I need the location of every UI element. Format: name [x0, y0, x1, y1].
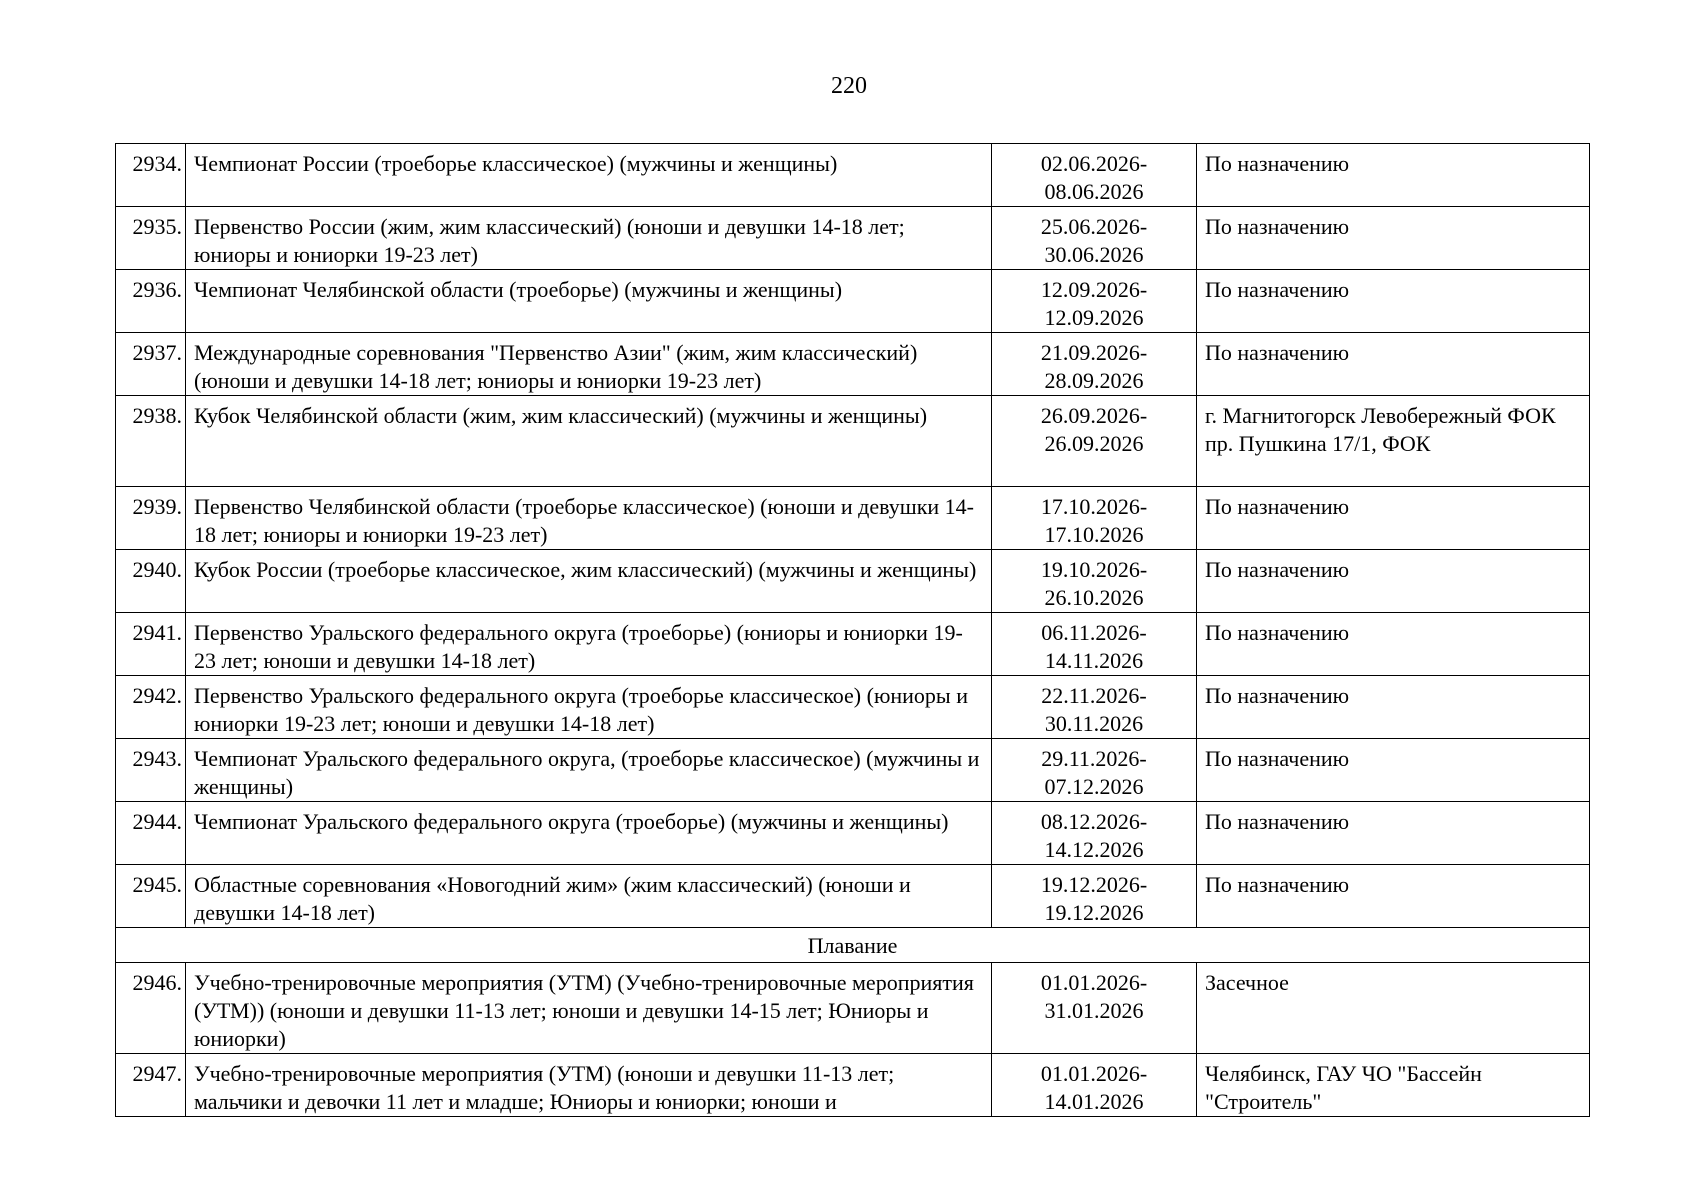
event-place: По назначению: [1197, 613, 1590, 676]
event-name: Международные соревнования "Первенство Азии" (жим, жим классический) (юноши и девушки 14-18 лет; юниоры и юниорки 19-23 лет): [186, 333, 992, 396]
table-row: [116, 676, 1590, 739]
event-place: По назначению: [1197, 739, 1590, 802]
event-dates: [992, 739, 1197, 802]
event-place: По назначению: [1197, 802, 1590, 865]
event-place: По назначению: [1197, 270, 1590, 333]
row-number: 2946.: [116, 963, 186, 1054]
date-to: 19.12.2026: [1044, 900, 1144, 925]
event-name: Первенство Челябинской области (троеборье классическое) (юноши и девушки 14-18 лет; юниоры и юниорки 19-23 лет): [186, 487, 992, 550]
date-from: 22.11.2026-: [1041, 683, 1147, 708]
date-from: 25.06.2026-: [1040, 214, 1148, 239]
table-row: [116, 613, 1590, 676]
row-number: 2935.: [116, 207, 186, 270]
row-number: 2938.: [116, 396, 186, 487]
row-number: 2943.: [116, 739, 186, 802]
row-number: 2939.: [116, 487, 186, 550]
table-row: [116, 333, 1590, 396]
row-number: 2936.: [116, 270, 186, 333]
event-place: Челябинск, ГАУ ЧО "Бассейн "Строитель": [1197, 1054, 1590, 1117]
date-to: 14.01.2026: [1044, 1089, 1144, 1114]
row-number: 2942.: [116, 676, 186, 739]
table-row: [116, 550, 1590, 613]
table-row: [116, 963, 1590, 1054]
date-to: 30.11.2026: [1044, 711, 1144, 736]
table-row: [116, 1054, 1590, 1117]
date-to: 30.06.2026: [1044, 242, 1144, 267]
date-from: 01.01.2026-: [1040, 970, 1148, 995]
event-place: По назначению: [1197, 550, 1590, 613]
event-name: Чемпионат Уральского федерального округа (троеборье) (мужчины и женщины): [186, 802, 992, 865]
section-row: [116, 928, 1590, 963]
table-row: [116, 270, 1590, 333]
event-dates: [992, 1054, 1197, 1117]
event-name: Кубок Челябинской области (жим, жим классический) (мужчины и женщины): [186, 396, 992, 487]
event-dates: [992, 270, 1197, 333]
date-to: 26.09.2026: [1044, 431, 1144, 456]
date-from: 26.09.2026-: [1040, 403, 1148, 428]
event-name: Первенство Уральского федерального округа (троеборье) (юниоры и юниорки 19-23 лет; юноши и девушки 14-18 лет): [186, 613, 992, 676]
table-row: [116, 396, 1590, 487]
event-dates: [992, 487, 1197, 550]
date-from: 02.06.2026-: [1040, 151, 1148, 176]
event-name: Учебно-тренировочные мероприятия (УТМ) (юноши и девушки 11-13 лет; мальчики и девочки 11 лет и младше; Юниоры и юниорки; юноши и: [186, 1054, 992, 1117]
events-table: [115, 143, 1590, 1117]
event-place: г. Магнитогорск Левобережный ФОК пр. Пушкина 17/1, ФОК: [1197, 396, 1590, 487]
date-to: 17.10.2026: [1044, 522, 1144, 547]
row-number: 2941.: [116, 613, 186, 676]
event-dates: [992, 333, 1197, 396]
date-to: 14.11.2026: [1044, 648, 1144, 673]
date-from: 06.11.2026-: [1041, 620, 1147, 645]
date-to: 07.12.2026: [1044, 774, 1144, 799]
event-name: Чемпионат России (троеборье классическое) (мужчины и женщины): [186, 144, 992, 207]
event-dates: [992, 963, 1197, 1054]
event-name: Областные соревнования «Новогодний жим» (жим классический) (юноши и девушки 14-18 лет): [186, 865, 992, 928]
event-name: Первенство Уральского федерального округа (троеборье классическое) (юниоры и юниорки 19-23 лет; юноши и девушки 14-18 лет): [186, 676, 992, 739]
table-row: [116, 739, 1590, 802]
date-to: 28.09.2026: [1044, 368, 1144, 393]
event-place: Засечное: [1197, 963, 1590, 1054]
event-dates: [992, 802, 1197, 865]
table-row: [116, 865, 1590, 928]
event-dates: [992, 207, 1197, 270]
event-dates: [992, 550, 1197, 613]
event-dates: [992, 144, 1197, 207]
row-number: 2940.: [116, 550, 186, 613]
date-from: 21.09.2026-: [1040, 340, 1148, 365]
event-dates: [992, 676, 1197, 739]
event-place: По назначению: [1197, 207, 1590, 270]
event-name: Учебно-тренировочные мероприятия (УТМ) (Учебно-тренировочные мероприятия (УТМ)) (юноши и девушки 11-13 лет; юноши и девушки 14-15 лет; Юниоры и юниорки): [186, 963, 992, 1054]
event-name: Чемпионат Уральского федерального округа, (троеборье классическое) (мужчины и женщины): [186, 739, 992, 802]
event-place: По назначению: [1197, 487, 1590, 550]
event-name: Кубок России (троеборье классическое, жим классический) (мужчины и женщины): [186, 550, 992, 613]
event-dates: [992, 865, 1197, 928]
table-row: [116, 802, 1590, 865]
row-number: 2947.: [116, 1054, 186, 1117]
table-row: [116, 487, 1590, 550]
event-dates: [992, 396, 1197, 487]
date-from: 01.01.2026-: [1040, 1061, 1148, 1086]
table-row: [116, 207, 1590, 270]
date-from: 08.12.2026-: [1040, 809, 1148, 834]
event-place: По назначению: [1197, 144, 1590, 207]
row-number: 2934.: [116, 144, 186, 207]
date-to: 31.01.2026: [1044, 998, 1144, 1023]
date-to: 26.10.2026: [1044, 585, 1144, 610]
date-from: 19.10.2026-: [1040, 557, 1148, 582]
event-dates: [992, 613, 1197, 676]
event-name: Чемпионат Челябинской области (троеборье) (мужчины и женщины): [186, 270, 992, 333]
event-place: По назначению: [1197, 333, 1590, 396]
date-from: 12.09.2026-: [1040, 277, 1148, 302]
date-to: 12.09.2026: [1044, 305, 1144, 330]
section-title: Плавание: [116, 928, 1590, 963]
row-number: 2945.: [116, 865, 186, 928]
event-place: По назначению: [1197, 676, 1590, 739]
row-number: 2937.: [116, 333, 186, 396]
date-from: 29.11.2026-: [1041, 746, 1147, 771]
page-number: 220: [831, 73, 867, 99]
date-to: 14.12.2026: [1044, 837, 1144, 862]
date-from: 19.12.2026-: [1040, 872, 1148, 897]
event-name: Первенство России (жим, жим классический) (юноши и девушки 14-18 лет; юниоры и юниорки 19-23 лет): [186, 207, 992, 270]
table-row: [116, 144, 1590, 207]
row-number: 2944.: [116, 802, 186, 865]
date-from: 17.10.2026-: [1040, 494, 1148, 519]
date-to: 08.06.2026: [1044, 179, 1144, 204]
event-place: По назначению: [1197, 865, 1590, 928]
